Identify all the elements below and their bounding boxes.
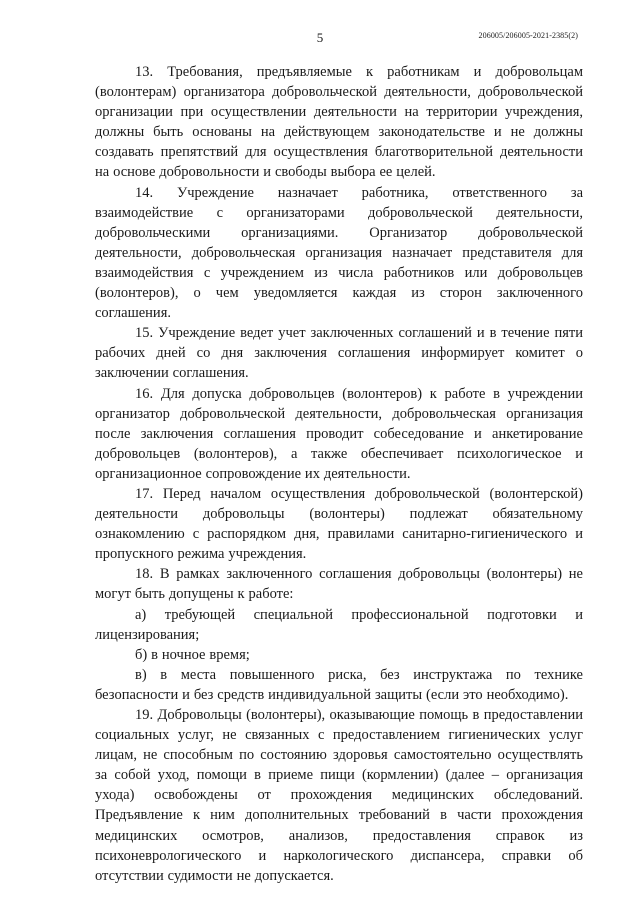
paragraph-14: 14. Учреждение назначает работника, ответственного за взаимодействие с организаторами добровольческой деятельности, добровольческими организациями. Организатор добровольческой деятельности, добровольческая организация назначает представителя для взаимодействия с учреждением из числа работников или добровольцев (волонтеров), о чем уведомляется каждая из сторон заключенного соглашения. — [95, 184, 583, 322]
list-item-b: б) в ночное время; — [135, 646, 250, 663]
document-code: 206005/206005-2021-2385(2) — [478, 31, 578, 40]
page-number: 5 — [316, 30, 324, 45]
paragraph-18: 18. В рамках заключенного соглашения добровольцы (волонтеры) не могут быть допущены к работе: — [95, 566, 583, 603]
list-item-a: а) требующей специальной профессиональной подготовки и лицензирования; — [95, 606, 583, 643]
document-body — [95, 62, 583, 886]
paragraph-13: 13. Требования, предъявляемые к работникам и добровольцам (волонтерам) организатора добровольческой деятельности, добровольческой организации при осуществлении деятельности на территории учреждения, должны быть основаны на действующем законодательстве и не должны создавать препятствий для осуществления благотворительной деятельности на основе добровольности и свободы выбора ее целей. — [95, 64, 583, 181]
list-item-v: в) в места повышенного риска, без инструктажа по технике безопасности и без средств индивидуальной защиты (если это необходимо). — [95, 666, 583, 703]
paragraph-16: 16. Для допуска добровольцев (волонтеров) к работе в учреждении организатор добровольческой деятельности, добровольческая организация после заключения соглашения проводит собеседование и анкетирование добровольцев (волонтеров), а также обеспечивает психологическое и организационное сопровождение их деятельности. — [95, 385, 583, 482]
paragraph-19: 19. Добровольцы (волонтеры), оказывающие помощь в предоставлении социальных услуг, не связанных с предоставлением гигиенических услуг лицам, не способным по состоянию здоровья самостоятельно осуществлять за собой уход, помощи в приеме пищи (кормлении) (далее – организация ухода) освобождены от прохождения медицинских обследований. Предъявление к ним дополнительных требований в части прохождения медицинских осмотров, анализов, предоставления справок из психоневрологического и наркологического диспансера, справки об отсутствии судимости не допускается. — [95, 707, 583, 884]
paragraph-17: 17. Перед началом осуществления добровольческой (волонтерской) деятельности добровольцы (волонтеры) подлежат обязательному ознакомлению с распорядком дня, правилами санитарно-гигиенического и пропускного режима учреждения. — [95, 485, 583, 563]
paragraph-15: 15. Учреждение ведет учет заключенных соглашений и в течение пяти рабочих дней со дня заключения соглашения информирует комитет о заключении соглашения. — [95, 325, 583, 382]
